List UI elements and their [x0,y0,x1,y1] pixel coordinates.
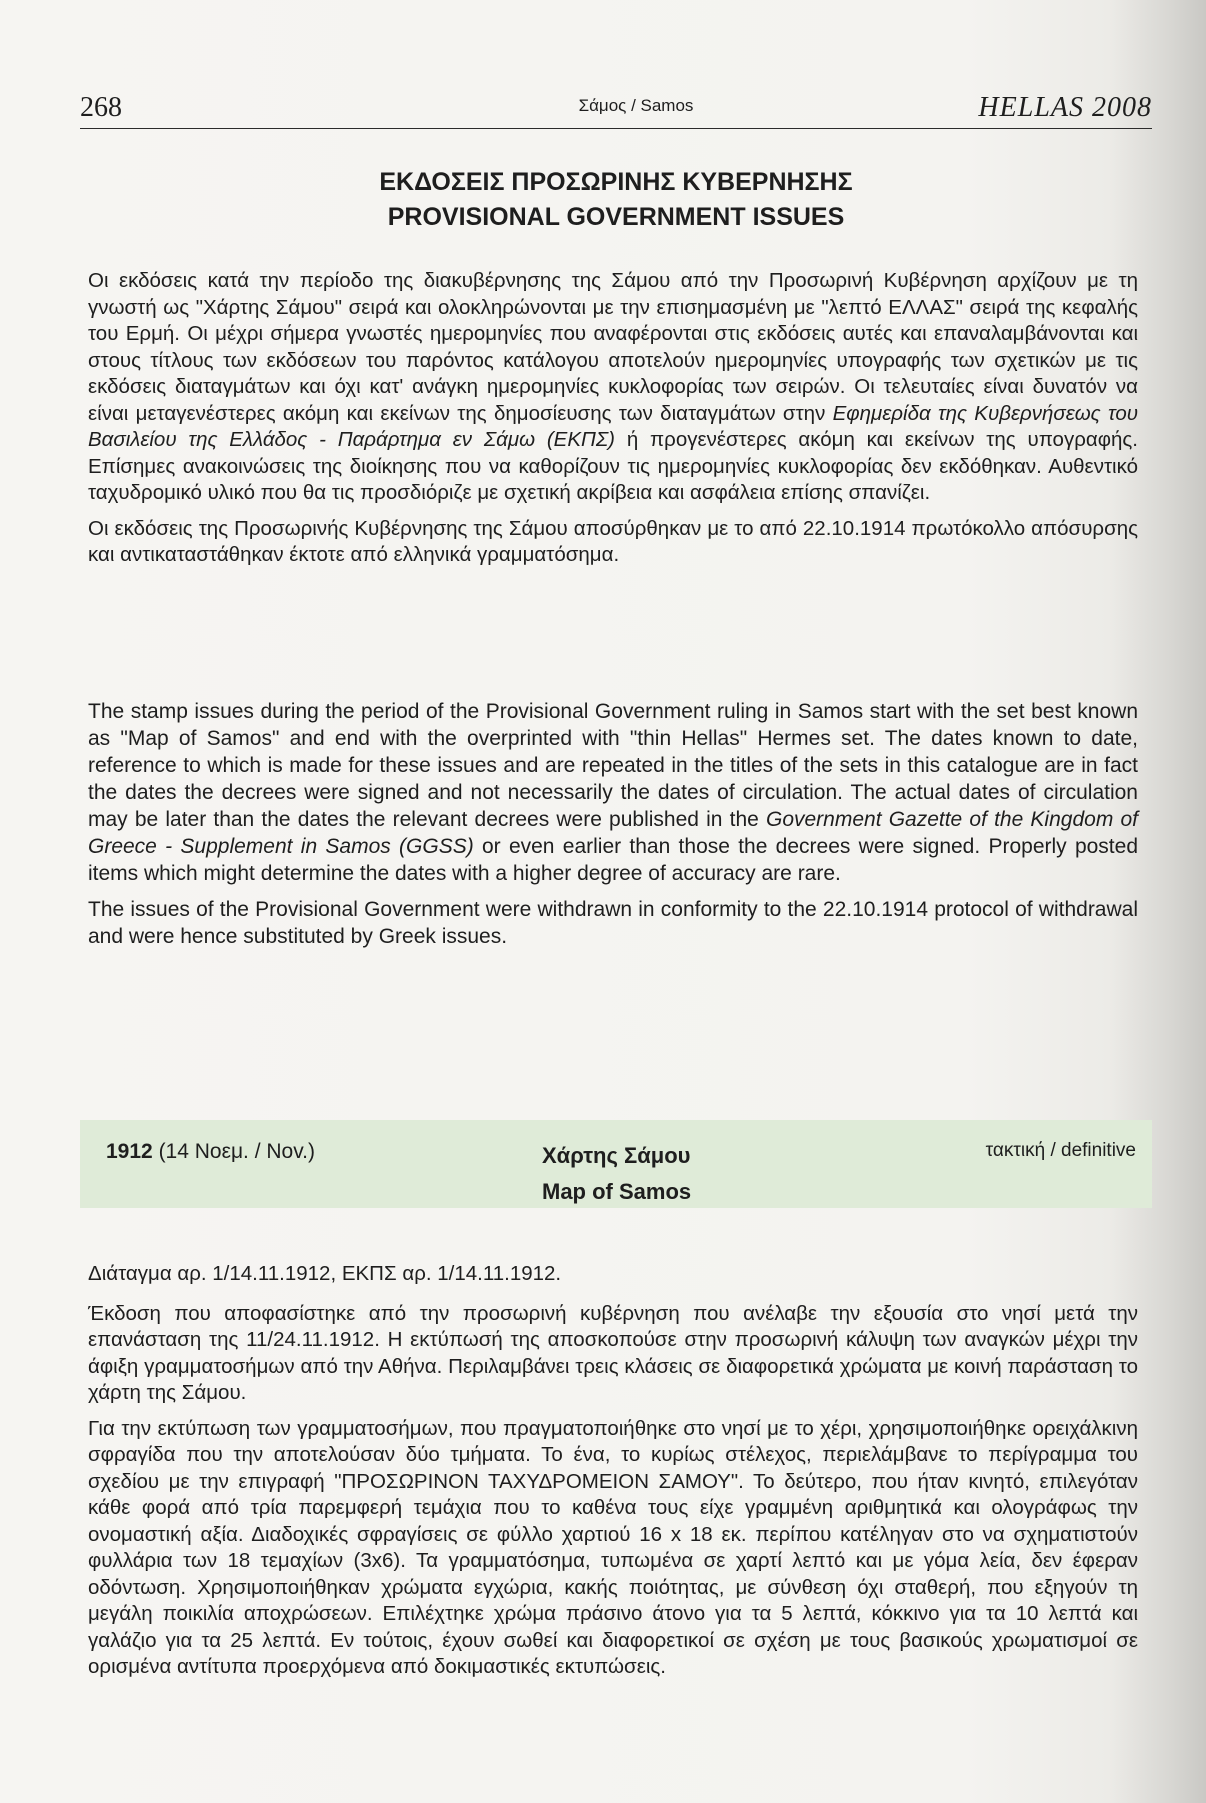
english-intro [88,698,1138,959]
page-header [80,92,1152,129]
english-intro-paragraph [88,698,1138,887]
issue-type: τακτική / definitive [985,1140,1136,1161]
english-intro-text: The stamp issues during the period of the Provisional Government ruling in Samos start with the set best known as "Map of Samos" and end with the overprinted with "thin Hellas" Hermes set. The dates known to date, reference to which is made for these issues and are repeated in the titles of the sets in this catalogue are in fact the dates the decrees were signed and not necessarily the dates of circulation. The actual dates of circulation may be later than the dates the relevant decrees were published in the [88,700,1138,831]
gazette-title-english: Government Gazette of the Kingdom of Greece - Supplement in Samos (GGSS) [88,808,1138,858]
issue-day: (14 Νοεμ. / Nov.) [158,1140,316,1163]
page-number: 268 [80,92,122,123]
english-intro-paragraph-2: The issues of the Provisional Government were withdrawn in conformity to the 22.10.1914 protocol of withdrawal and were hence substituted by Greek issues. [88,898,1138,948]
issue-description-paragraph: Έκδοση που αποφασίστηκε από την προσωρινή κυβέρνηση που ανέλαβε την εξουσία στο νησί μετά την επανάσταση της 11/24.11.1912. Η εκτύπωσή της αποσκοπούσε στην προσωρινή κάλυψη των αναγκών μέχρι την άφιξη γραμματοσήμων από την Αθήνα. Περιλαμβάνει τρεις κλάσεις σε διαφορετικά χρώματα με κοινή παράσταση το χάρτη της Σάμου. [88,1301,1138,1404]
section-title [80,165,1152,235]
gazette-title-greek: Εφημερίδα της Κυβερνήσεως του Βασιλείου της Ελλάδος - Παράρτημα εν Σάμω (ΕΚΠΣ) [88,401,1138,451]
greek-intro-paragraph-2: Οι εκδόσεις της Προσωρινής Κυβέρνησης της Σάμου αποσύρθηκαν με το από 22.10.1914 πρωτόκολλο απόσυρσης και αντικαταστάθηκαν έκτοτε από ελληνικά γραμματόσημα. [88,516,1138,566]
greek-intro-text: Οι εκδόσεις κατά την περίοδο της διακυβέρνησης της Σάμου από την Προσωρινή Κυβέρνηση αρχίζουν με τη γνωστή ως "Χάρτης Σάμου" σειρά και ολοκληρώνονται με την επισημασμένη με "λεπτό ΕΛΛΑΣ" σειρά της κεφαλής του Ερμή. Οι μέχρι σήμερα γνωστές ημερομηνίες που αναφέρονται στις εκδόσεις αυτές και επαναλαμβάνονται και στους τίτλους των εκδόσεων του παρόντος κατάλογου αποτελούν ημερομηνίες υπογραφής των σχετικών με τις εκδόσεις διαταγμάτων και όχι κατ' ανάγκη ημερομηνίες κυκλοφορίας των σειρών. Οι τελευταίες είναι δυνατόν να είναι μεταγενέστερες ακόμη και εκείνων της δημοσίευσης των διαταγμάτων στην [88,269,1138,425]
english-intro-text-cont: or even earlier than those the decrees were signed. Properly posted items which might determine the dates with a higher degree of accuracy are rare. [88,835,1139,885]
greek-intro [88,268,1138,578]
issue-date [106,1140,315,1164]
issue-title-english: Map of Samos [542,1179,692,1204]
issue-titles [542,1138,691,1210]
issue-year: 1912 [106,1140,153,1163]
running-title: Σάμος / Samos [578,96,694,115]
issue-heading-band [80,1120,1152,1208]
greek-intro-text-cont: ή προγενέστερες ακόμη και εκείνων της υπογραφής. Επίσημες ανακοινώσεις της διοίκησης που να καθορίζουν τις ημερομηνίες κυκλοφορίας δεν εκδόθηκαν. Αυθεντικό ταχυδρομικό υλικό που θα τις προσδιόριζε με σχετική ακρίβεια και ασφάλεια επίσης σπανίζει. [88,428,1138,504]
greek-intro-paragraph [88,268,1138,507]
decree-reference: Διάταγμα αρ. 1/14.11.1912, ΕΚΠΣ αρ. 1/14.11.1912. [88,1262,562,1285]
section-title-greek: ΕΚΔΟΣΕΙΣ ΠΡΟΣΩΡΙΝΗΣ ΚΥΒΕΡΝΗΣΗΣ [379,168,853,196]
section-title-english: PROVISIONAL GOVERNMENT ISSUES [387,203,845,231]
issue-description [88,1261,1138,1690]
printing-description-paragraph: Για την εκτύπωση των γραμματοσήμων, που πραγματοποιήθηκε στο νησί με το χέρι, χρησιμοποιήθηκε ορειχάλκινη σφραγίδα που την αποτελούσαν δύο τμήματα. Το ένα, το κυρίως στέλεχος, περιελάμβανε το περίγραμμα του σχεδίου με την επιγραφή "ΠΡΟΣΩΡΙΝΟΝ ΤΑΧΥΔΡΟΜΕΙΟΝ ΣΑΜΟΥ". Το δεύτερο, που ήταν κινητό, επιλεγόταν κάθε φορά από τρία παρεμφερή τεμάχια που το καθένα τους είχε γραμμένη αριθμητικά και ολογράφως την ονομαστική αξία. Διαδοχικές σφραγίσεις σε φύλλο χαρτιού 16 x 18 εκ. περίπου κατέληγαν στο να σχηματιστούν φυλλάρια των 18 τεμαχίων (3x6). Τα γραμματόσημα, τυπωμένα σε χαρτί λεπτό και με γόμα λεία, δεν έφεραν οδόντωση. Χρησιμοποιήθηκαν χρώματα εγχώρια, κακής ποιότητας, με σύνθεση όχι σταθερή, που εξηγούν τη μεγάλη ποικιλία αποχρώσεων. Επιλέχτηκε χρώμα πράσινο άτονο για τα 5 λεπτά, κόκκινο για τα 10 λεπτά και γαλάζιο για τα 25 λεπτά. Εν τούτοις, έχουν σωθεί και διαφορετικοί σε σχέση με τους βασικούς χρωματισμοί σε ορισμένα αντίτυπα προερχόμενα από δοκιμαστικές εκτυπώσεις. [88,1416,1138,1678]
issue-title-greek: Χάρτης Σάμου [542,1143,691,1168]
catalogue-brand: HELLAS 2008 [978,92,1152,123]
